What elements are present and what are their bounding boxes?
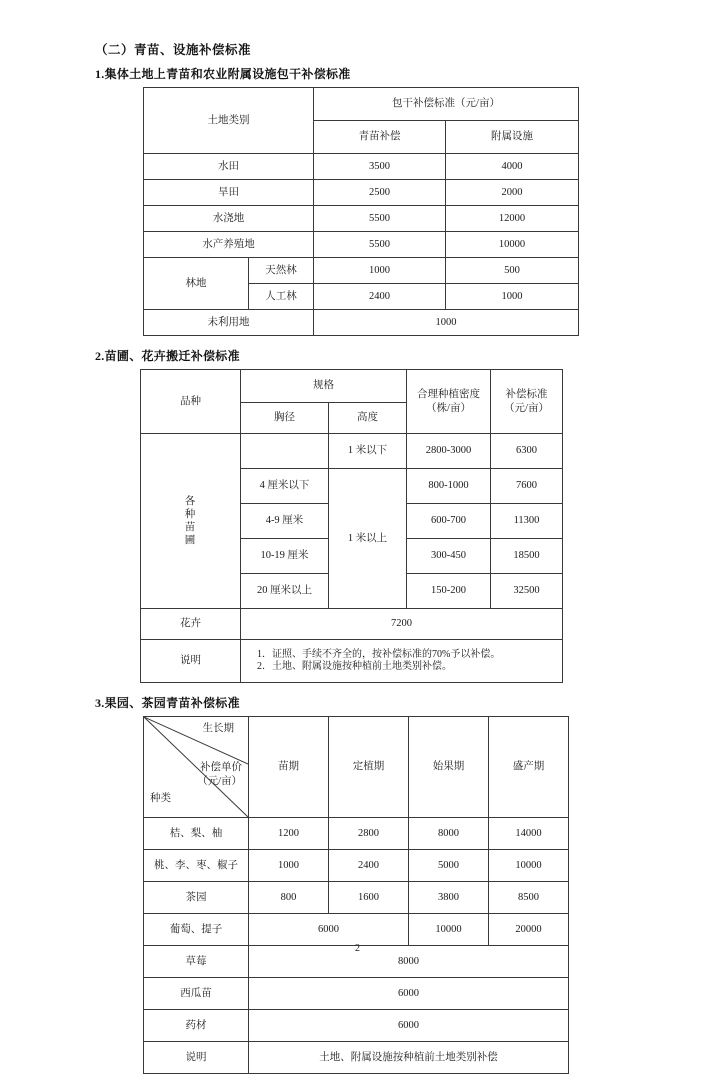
cell-seedling: 5500 [314,206,446,232]
cell-value: 5000 [409,850,489,882]
corner-kind-label: 种类 [150,792,171,804]
cell-value: 2800 [329,818,409,850]
header-col-1: 苗期 [249,717,329,818]
cell-height: 1 米以下 [329,434,407,469]
cell-seedling: 2400 [314,284,446,310]
cell-dbh: 4 厘米以下 [241,469,329,504]
table-row [141,609,563,640]
row-label-grape: 葡萄、提子 [144,914,249,946]
header-density-unit: （株/亩） [426,402,471,414]
cell-note: 土地、附属设施按种植前土地类别补偿 [249,1042,569,1074]
row-label: 旱田 [144,180,314,206]
cell-density: 2800-3000 [407,434,491,469]
cell-facility: 4000 [446,154,579,180]
row-label-note: 说明 [144,1042,249,1074]
table-row [144,88,579,121]
table2-block [95,347,615,683]
cell-density: 600-700 [407,504,491,539]
cell-seedling: 3500 [314,154,446,180]
row-label: 桔、梨、柚 [144,818,249,850]
cell-value: 1000 [249,850,329,882]
cell-dbh: 4-9 厘米 [241,504,329,539]
cell-standard: 6300 [491,434,563,469]
row-label: 桃、李、枣、椒子 [144,850,249,882]
corner-unit-line2: （元/亩） [197,775,242,787]
cell-value-merged: 6000 [249,1010,569,1042]
cell-value: 800 [249,882,329,914]
table-row [144,154,579,180]
row-label-forest: 林地 [144,258,249,310]
header-col-2: 定植期 [329,717,409,818]
table-row [144,717,569,818]
cell-value: 1600 [329,882,409,914]
table2-title: 2.苗圃、花卉搬迁补偿标准 [95,349,240,363]
header-col-4: 盛产期 [489,717,569,818]
row-label-note: 说明 [141,640,241,683]
row-label: 水产养殖地 [144,232,314,258]
table-row [144,258,579,284]
cell-seedling: 1000 [314,258,446,284]
table-row [141,640,563,683]
table-row [144,1010,569,1042]
cell-value: 3800 [409,882,489,914]
table-row [144,310,579,336]
header-standard-label: 补偿标准 [505,389,548,401]
cell-dbh: 10-19 厘米 [241,539,329,574]
cell-standard: 7600 [491,469,563,504]
header-dbh: 胸径 [241,403,329,434]
orchard-tea-compensation-table [143,716,569,1074]
row-label: 茶园 [144,882,249,914]
table3-block [95,694,615,1074]
cell-value: 10000 [489,850,569,882]
cell-dbh: 20 厘米以上 [241,574,329,609]
page-number: 2 [355,943,360,954]
table-row [144,914,569,946]
row-label-nursery: 各 种 苗 圃 [141,434,241,609]
table1-block [95,65,615,336]
header-standard [491,370,563,434]
table-row [144,850,569,882]
table-row [144,180,579,206]
cell-value-merged: 8000 [249,946,569,978]
cell-facility: 500 [446,258,579,284]
header-land-type: 土地类别 [144,88,314,154]
table-row [141,370,563,403]
cell-value: 1200 [249,818,329,850]
row-label-planted-forest: 人工林 [249,284,314,310]
header-variety: 品种 [141,370,241,434]
cell-value: 10000 [409,914,489,946]
header-facility: 附属设施 [446,121,579,154]
nursery-flower-relocation-table [140,369,563,683]
row-label: 水浇地 [144,206,314,232]
cell-density: 150-200 [407,574,491,609]
corner-unit-line1: 补偿单价 [200,762,242,773]
row-label-natural-forest: 天然林 [249,258,314,284]
cell-value: 2400 [329,850,409,882]
header-group: 包干补偿标准（元/亩） [314,88,579,121]
header-col-3: 始果期 [409,717,489,818]
table-row [144,1042,569,1074]
cell-facility: 1000 [446,284,579,310]
note-line-2: 2．土地、附属设施按种植前土地类别补偿。 [257,661,452,672]
table-row [141,434,563,469]
cell-flower-value: 7200 [241,609,563,640]
cell-seedling: 2500 [314,180,446,206]
cell-height-merged: 1 米以上 [329,469,407,609]
table-row [144,978,569,1010]
table-row [144,818,569,850]
cell-note [241,640,563,683]
cell-grape-merged: 6000 [249,914,409,946]
table3-title: 3.果园、茶园青苗补偿标准 [95,696,240,710]
section-title: （二）青苗、设施补偿标准 [95,43,252,57]
corner-growth-label: 生长期 [202,723,234,734]
document-content [95,40,615,1085]
cell-density: 800-1000 [407,469,491,504]
table-row [144,882,569,914]
cell-facility: 2000 [446,180,579,206]
table1-title: 1.集体土地上青苗和农业附属设施包干补偿标准 [95,67,351,81]
row-label-flower: 花卉 [141,609,241,640]
cell-standard: 18500 [491,539,563,574]
compensation-standard-table-1 [143,87,579,336]
cell-seedling: 5500 [314,232,446,258]
cell-unused-value: 1000 [314,310,579,336]
cell-facility: 12000 [446,206,579,232]
header-density-label: 合理种植密度 [417,389,480,401]
cell-value: 8000 [409,818,489,850]
cell-dbh [241,434,329,469]
header-corner-cell [144,717,249,818]
row-label-strawberry: 草莓 [144,946,249,978]
row-label-herb: 药材 [144,1010,249,1042]
cell-value: 8500 [489,882,569,914]
corner-unit-label [197,761,242,788]
row-label-watermelon: 西瓜苗 [144,978,249,1010]
table-row [144,232,579,258]
row-label-unused: 未利用地 [144,310,314,336]
header-standard-unit: （元/亩） [504,402,549,414]
cell-value: 14000 [489,818,569,850]
cell-facility: 10000 [446,232,579,258]
header-density [407,370,491,434]
cell-standard: 11300 [491,504,563,539]
header-seedling: 青苗补偿 [314,121,446,154]
cell-standard: 32500 [491,574,563,609]
row-label: 水田 [144,154,314,180]
cell-density: 300-450 [407,539,491,574]
cell-value-merged: 6000 [249,978,569,1010]
header-spec: 规格 [241,370,407,403]
table-row [144,206,579,232]
cell-value: 20000 [489,914,569,946]
note-line-1: 1．证照、手续不齐全的，按补偿标准的70%予以补偿。 [257,648,501,660]
header-height: 高度 [329,403,407,434]
